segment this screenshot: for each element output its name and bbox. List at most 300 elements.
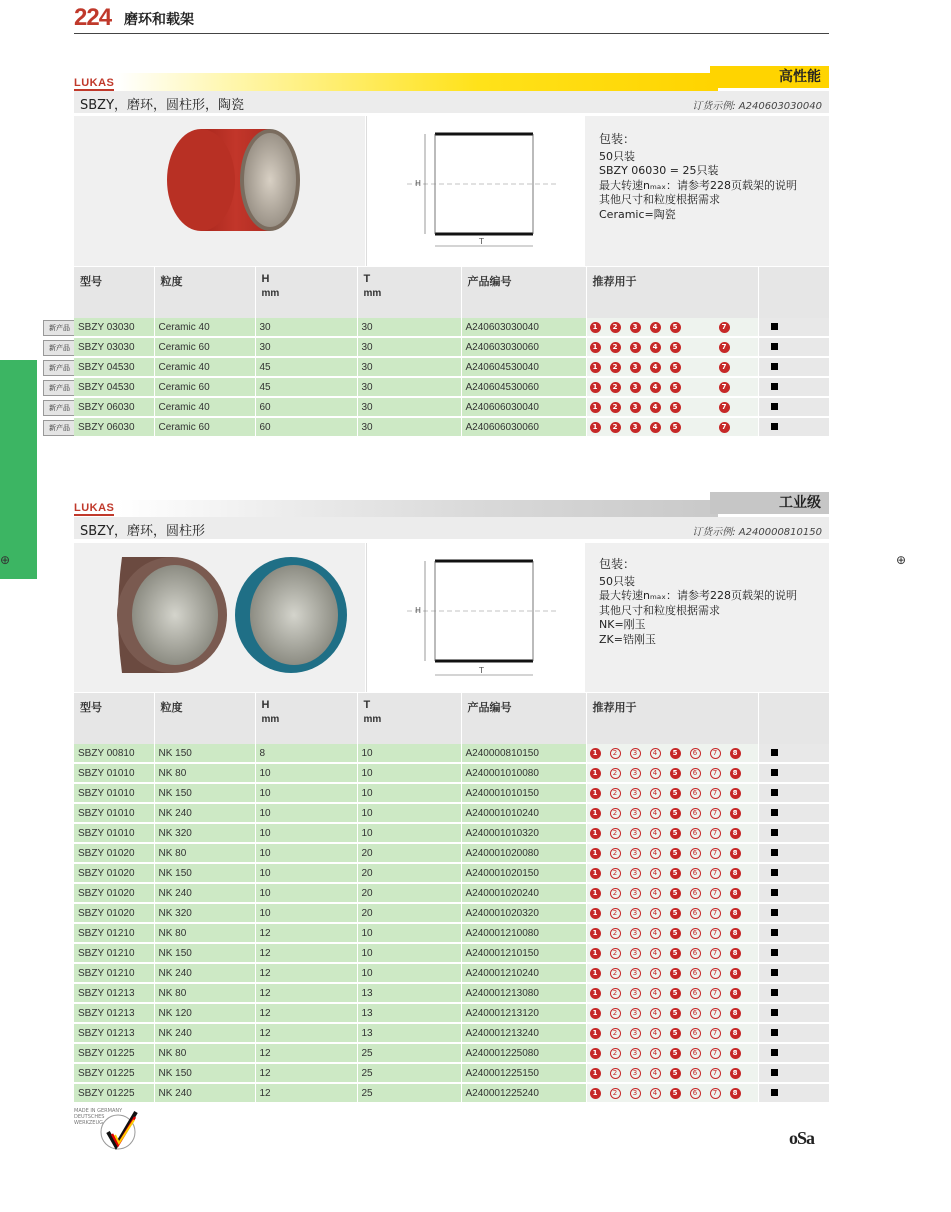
page-title: 磨环和载架 <box>124 12 194 28</box>
info-line: NK=刚玉 <box>599 618 646 631</box>
recommended-applications <box>586 1003 758 1023</box>
application-5-icon: 5 <box>670 908 681 919</box>
application-7-icon: 7 <box>710 748 721 759</box>
application-7-icon: 7 <box>710 928 721 939</box>
application-4-icon: 4 <box>650 422 661 433</box>
application-2-icon: 2 <box>610 988 621 999</box>
col-code: 产品编号 <box>461 693 586 744</box>
table-row: SBZY 06030 Ceramic 40 60 30 A240606030040 1 2 3 4 5 7 <box>74 397 829 417</box>
application-2-icon: 2 <box>610 382 621 393</box>
recommended-applications <box>586 903 758 923</box>
new-product-tag: 新产品 <box>43 320 76 336</box>
application-4-icon: 4 <box>650 888 661 899</box>
application-1-icon: 1 <box>590 848 601 859</box>
application-6-icon: 6 <box>690 1068 701 1079</box>
application-2-icon: 2 <box>610 1008 621 1019</box>
recommended-applications <box>586 397 758 417</box>
application-8-icon: 8 <box>730 988 741 999</box>
application-7-icon: 7 <box>710 868 721 879</box>
application-6-icon: 6 <box>690 928 701 939</box>
section1-order-example: 订货示例: A240603030040 <box>692 101 822 112</box>
application-4-icon: 4 <box>650 1068 661 1079</box>
stock-marker <box>758 803 829 823</box>
recommended-applications <box>586 843 758 863</box>
application-1-icon: 1 <box>590 768 601 779</box>
application-2-icon: 2 <box>610 948 621 959</box>
stock-marker <box>758 983 829 1003</box>
application-5-icon: 5 <box>670 928 681 939</box>
square-icon <box>771 969 778 976</box>
table-row: SBZY 01010 NK 80 10 10 A240001010080 1 2 3 4 5 6 7 8 <box>74 763 829 783</box>
t-dimension-label: T <box>479 666 484 675</box>
stock-marker <box>758 337 829 357</box>
table-row: SBZY 01225 NK 80 12 25 A240001225080 1 2 3 4 5 6 7 8 <box>74 1043 829 1063</box>
application-7-icon: 7 <box>710 1008 721 1019</box>
application-8-icon: 8 <box>730 848 741 859</box>
application-7-icon: 7 <box>710 1088 721 1099</box>
application-5-icon: 5 <box>670 1048 681 1059</box>
application-1-icon: 1 <box>590 342 601 353</box>
application-8-icon: 8 <box>730 868 741 879</box>
square-icon <box>771 1049 778 1056</box>
application-4-icon: 4 <box>650 322 661 333</box>
application-7-icon: 7 <box>710 908 721 919</box>
application-8-icon: 8 <box>730 1008 741 1019</box>
application-2-icon: 2 <box>610 402 621 413</box>
application-5-icon: 5 <box>670 748 681 759</box>
new-product-tag: 新产品 <box>43 380 76 396</box>
application-1-icon: 1 <box>590 1068 601 1079</box>
application-7-icon: 7 <box>710 948 721 959</box>
stock-marker <box>758 923 829 943</box>
col-model: 型号 <box>74 693 154 744</box>
application-8-icon: 8 <box>730 788 741 799</box>
col-h: H mm <box>255 693 357 744</box>
stock-marker <box>758 783 829 803</box>
application-1-icon: 1 <box>590 382 601 393</box>
application-8-icon: 8 <box>730 808 741 819</box>
osa-certification-mark: oSa <box>789 1128 815 1148</box>
application-6-icon: 6 <box>690 1088 701 1099</box>
application-4-icon: 4 <box>650 868 661 879</box>
new-product-tag: 新产品 <box>43 420 76 436</box>
chapter-tab <box>0 360 37 579</box>
application-5-icon: 5 <box>670 768 681 779</box>
stock-marker <box>758 883 829 903</box>
application-3-icon: 3 <box>630 422 641 433</box>
application-5-icon: 5 <box>670 1068 681 1079</box>
application-7-icon: 7 <box>710 788 721 799</box>
table-row: SBZY 01020 NK 80 10 20 A240001020080 1 2 3 4 5 6 7 8 <box>74 843 829 863</box>
application-3-icon: 3 <box>630 768 641 779</box>
section2-info-panel <box>585 543 829 692</box>
col-code: 产品编号 <box>461 267 586 318</box>
table-header-row <box>74 693 829 744</box>
application-3-icon: 3 <box>630 868 641 879</box>
application-3-icon: 3 <box>630 788 641 799</box>
application-5-icon: 5 <box>670 948 681 959</box>
registration-mark-left: ⊕ <box>0 553 11 567</box>
section1-product-image <box>74 116 365 266</box>
application-6-icon: 6 <box>690 848 701 859</box>
application-4-icon: 4 <box>650 788 661 799</box>
application-1-icon: 1 <box>590 748 601 759</box>
application-4-icon: 4 <box>650 948 661 959</box>
application-1-icon: 1 <box>590 868 601 879</box>
t-dimension-label: T <box>479 237 484 246</box>
application-1-icon: 1 <box>590 908 601 919</box>
table-row: SBZY 01020 NK 240 10 20 A240001020240 1 2 3 4 5 6 7 8 <box>74 883 829 903</box>
section1-spec-table <box>74 267 830 438</box>
table-header-row <box>74 267 829 318</box>
square-icon <box>771 789 778 796</box>
german-flag-check-icon <box>100 1108 142 1152</box>
application-1-icon: 1 <box>590 1028 601 1039</box>
application-3-icon: 3 <box>630 748 641 759</box>
square-icon <box>771 909 778 916</box>
application-7-icon: 7 <box>710 808 721 819</box>
col-t: T mm <box>357 693 461 744</box>
info-line: 50只装 <box>599 149 635 163</box>
table-row: SBZY 00810 NK 150 8 10 A240000810150 1 2 3 4 5 6 7 8 <box>74 744 829 763</box>
square-icon <box>771 769 778 776</box>
application-5-icon: 5 <box>670 1028 681 1039</box>
stock-marker <box>758 763 829 783</box>
application-3-icon: 3 <box>630 1028 641 1039</box>
application-8-icon: 8 <box>730 748 741 759</box>
application-2-icon: 2 <box>610 748 621 759</box>
application-5-icon: 5 <box>670 988 681 999</box>
table-row: SBZY 01010 NK 240 10 10 A240001010240 1 2 3 4 5 6 7 8 <box>74 803 829 823</box>
application-3-icon: 3 <box>630 1008 641 1019</box>
recommended-applications <box>586 417 758 437</box>
application-5-icon: 5 <box>670 808 681 819</box>
recommended-applications <box>586 1023 758 1043</box>
application-7-icon: 7 <box>710 1028 721 1039</box>
stock-marker <box>758 357 829 377</box>
application-3-icon: 3 <box>630 948 641 959</box>
application-2-icon: 2 <box>610 1088 621 1099</box>
application-5-icon: 5 <box>670 868 681 879</box>
application-8-icon: 8 <box>730 928 741 939</box>
application-8-icon: 8 <box>730 1028 741 1039</box>
made-in-germany-mark: MADE IN GERMANY DEUTSCHES WERKZEUG <box>74 1108 123 1126</box>
application-4-icon: 4 <box>650 848 661 859</box>
application-7-icon: 7 <box>719 362 730 373</box>
section2-dimension-drawing <box>366 543 586 692</box>
application-1-icon: 1 <box>590 948 601 959</box>
application-5-icon: 5 <box>670 848 681 859</box>
info-line: ZK=锆刚玉 <box>599 632 656 646</box>
info-line: SBZY 06030 = 25只装 <box>599 164 719 177</box>
section2-spec-table <box>74 693 830 1104</box>
table-row: SBZY 04530 Ceramic 60 45 30 A240604530060 1 2 3 4 5 7 <box>74 377 829 397</box>
application-3-icon: 3 <box>630 928 641 939</box>
application-2-icon: 2 <box>610 808 621 819</box>
table-row: SBZY 01213 NK 120 12 13 A240001213120 1 2 3 4 5 6 7 8 <box>74 1003 829 1023</box>
info-line: 最大转速nₘₐₓ：请参考228页载架的说明 <box>599 178 798 192</box>
application-3-icon: 3 <box>630 1068 641 1079</box>
application-1-icon: 1 <box>590 402 601 413</box>
application-7-icon: 7 <box>710 1068 721 1079</box>
h-dimension-label: H <box>415 179 422 188</box>
table-row: SBZY 03030 Ceramic 60 30 30 A240603030060 1 2 3 4 5 7 <box>74 337 829 357</box>
table-row: SBZY 01010 NK 150 10 10 A240001010150 1 2 3 4 5 6 7 8 <box>74 783 829 803</box>
stock-marker <box>758 1003 829 1023</box>
application-5-icon: 5 <box>670 362 681 373</box>
application-6-icon: 6 <box>690 888 701 899</box>
application-2-icon: 2 <box>610 888 621 899</box>
application-2-icon: 2 <box>610 828 621 839</box>
new-product-tag: 新产品 <box>43 400 76 416</box>
application-3-icon: 3 <box>630 342 641 353</box>
application-7-icon: 7 <box>710 768 721 779</box>
square-icon <box>771 749 778 756</box>
application-3-icon: 3 <box>630 402 641 413</box>
application-4-icon: 4 <box>650 908 661 919</box>
brand-logo: LUKAS <box>74 502 115 514</box>
application-4-icon: 4 <box>650 808 661 819</box>
application-3-icon: 3 <box>630 808 641 819</box>
table-row: SBZY 01210 NK 240 12 10 A240001210240 1 2 3 4 5 6 7 8 <box>74 963 829 983</box>
application-6-icon: 6 <box>690 808 701 819</box>
square-icon <box>771 929 778 936</box>
section2-badge: 工业级 <box>710 492 829 514</box>
application-7-icon: 7 <box>719 322 730 333</box>
table-row: SBZY 01225 NK 150 12 25 A240001225150 1 2 3 4 5 6 7 8 <box>74 1063 829 1083</box>
table-row: SBZY 03030 Ceramic 40 30 30 A240603030040 1 2 3 4 5 7 <box>74 318 829 337</box>
application-5-icon: 5 <box>670 1088 681 1099</box>
application-5-icon: 5 <box>670 382 681 393</box>
application-8-icon: 8 <box>730 968 741 979</box>
square-icon <box>771 423 778 430</box>
application-2-icon: 2 <box>610 968 621 979</box>
application-3-icon: 3 <box>630 1048 641 1059</box>
application-7-icon: 7 <box>719 382 730 393</box>
application-1-icon: 1 <box>590 1008 601 1019</box>
ceramic-ring-image <box>74 116 365 266</box>
application-2-icon: 2 <box>610 1068 621 1079</box>
application-2-icon: 2 <box>610 868 621 879</box>
section1-info-panel <box>585 116 829 266</box>
info-line: 其他尺寸和粒度根据需求 <box>599 603 720 617</box>
square-icon <box>771 889 778 896</box>
application-3-icon: 3 <box>630 382 641 393</box>
header-rule <box>74 33 829 34</box>
application-4-icon: 4 <box>650 828 661 839</box>
brand-logo: LUKAS <box>74 77 115 89</box>
application-2-icon: 2 <box>610 1028 621 1039</box>
col-mark <box>758 693 829 744</box>
packaging-heading: 包装： <box>599 557 636 571</box>
application-3-icon: 3 <box>630 848 641 859</box>
application-5-icon: 5 <box>670 422 681 433</box>
stock-marker <box>758 1023 829 1043</box>
application-1-icon: 1 <box>590 888 601 899</box>
section2-order-example: 订货示例: A240000810150 <box>692 527 822 538</box>
stock-marker <box>758 843 829 863</box>
application-1-icon: 1 <box>590 828 601 839</box>
recommended-applications <box>586 763 758 783</box>
table-row: SBZY 06030 Ceramic 60 60 30 A240606030060 1 2 3 4 5 7 <box>74 417 829 437</box>
application-4-icon: 4 <box>650 1088 661 1099</box>
stock-marker <box>758 397 829 417</box>
application-6-icon: 6 <box>690 868 701 879</box>
recommended-applications <box>586 1083 758 1103</box>
application-3-icon: 3 <box>630 888 641 899</box>
square-icon <box>771 869 778 876</box>
application-7-icon: 7 <box>710 828 721 839</box>
stock-marker <box>758 903 829 923</box>
application-1-icon: 1 <box>590 788 601 799</box>
application-8-icon: 8 <box>730 908 741 919</box>
application-8-icon: 8 <box>730 1048 741 1059</box>
application-6-icon: 6 <box>690 908 701 919</box>
stock-marker <box>758 863 829 883</box>
application-6-icon: 6 <box>690 748 701 759</box>
application-8-icon: 8 <box>730 828 741 839</box>
application-6-icon: 6 <box>690 1048 701 1059</box>
application-4-icon: 4 <box>650 968 661 979</box>
application-1-icon: 1 <box>590 1088 601 1099</box>
recommended-applications <box>586 377 758 397</box>
recommended-applications <box>586 357 758 377</box>
application-8-icon: 8 <box>730 888 741 899</box>
recommended-applications <box>586 963 758 983</box>
application-1-icon: 1 <box>590 322 601 333</box>
nk-zk-ring-images <box>74 543 365 692</box>
application-4-icon: 4 <box>650 382 661 393</box>
application-5-icon: 5 <box>670 968 681 979</box>
application-2-icon: 2 <box>610 908 621 919</box>
section1-dimension-drawing <box>366 116 586 266</box>
table-row: SBZY 04530 Ceramic 40 45 30 A240604530040 1 2 3 4 5 7 <box>74 357 829 377</box>
application-5-icon: 5 <box>670 342 681 353</box>
section1-badge: 高性能 <box>710 66 829 88</box>
h-dimension-label: H <box>415 606 422 615</box>
application-7-icon: 7 <box>719 422 730 433</box>
application-4-icon: 4 <box>650 928 661 939</box>
application-5-icon: 5 <box>670 788 681 799</box>
application-8-icon: 8 <box>730 1088 741 1099</box>
square-icon <box>771 1069 778 1076</box>
table-row: SBZY 01020 NK 150 10 20 A240001020150 1 2 3 4 5 6 7 8 <box>74 863 829 883</box>
table-row: SBZY 01225 NK 240 12 25 A240001225240 1 2 3 4 5 6 7 8 <box>74 1083 829 1103</box>
application-1-icon: 1 <box>590 988 601 999</box>
section2-product-image <box>74 543 365 692</box>
col-grit: 粒度 <box>154 693 255 744</box>
stock-marker <box>758 417 829 437</box>
recommended-applications <box>586 803 758 823</box>
recommended-applications <box>586 823 758 843</box>
application-7-icon: 7 <box>710 1048 721 1059</box>
application-6-icon: 6 <box>690 988 701 999</box>
application-4-icon: 4 <box>650 768 661 779</box>
application-6-icon: 6 <box>690 1008 701 1019</box>
square-icon <box>771 403 778 410</box>
application-4-icon: 4 <box>650 402 661 413</box>
application-2-icon: 2 <box>610 788 621 799</box>
application-2-icon: 2 <box>610 342 621 353</box>
square-icon <box>771 1009 778 1016</box>
recommended-applications <box>586 863 758 883</box>
table-row: SBZY 01010 NK 320 10 10 A240001010320 1 2 3 4 5 6 7 8 <box>74 823 829 843</box>
recommended-applications <box>586 783 758 803</box>
application-5-icon: 5 <box>670 828 681 839</box>
application-1-icon: 1 <box>590 968 601 979</box>
table-row: SBZY 01210 NK 150 12 10 A240001210150 1 2 3 4 5 6 7 8 <box>74 943 829 963</box>
application-6-icon: 6 <box>690 828 701 839</box>
application-5-icon: 5 <box>670 322 681 333</box>
application-7-icon: 7 <box>710 888 721 899</box>
application-4-icon: 4 <box>650 988 661 999</box>
application-2-icon: 2 <box>610 322 621 333</box>
table-row: SBZY 01020 NK 320 10 20 A240001020320 1 2 3 4 5 6 7 8 <box>74 903 829 923</box>
col-t: T mm <box>357 267 461 318</box>
recommended-applications <box>586 1043 758 1063</box>
section1-title: SBZY，磨环，圆柱形，陶瓷 <box>80 98 245 113</box>
square-icon <box>771 829 778 836</box>
col-h: H mm <box>255 267 357 318</box>
application-5-icon: 5 <box>670 402 681 413</box>
table-row: SBZY 01213 NK 240 12 13 A240001213240 1 2 3 4 5 6 7 8 <box>74 1023 829 1043</box>
application-2-icon: 2 <box>610 362 621 373</box>
recommended-applications <box>586 923 758 943</box>
recommended-applications <box>586 943 758 963</box>
packaging-heading: 包装： <box>599 132 636 146</box>
application-4-icon: 4 <box>650 1028 661 1039</box>
page-number: 224 <box>74 4 112 31</box>
application-5-icon: 5 <box>670 1008 681 1019</box>
application-1-icon: 1 <box>590 808 601 819</box>
square-icon <box>771 1029 778 1036</box>
application-4-icon: 4 <box>650 748 661 759</box>
application-3-icon: 3 <box>630 322 641 333</box>
col-recommended: 推荐用于 <box>586 267 758 318</box>
section1-band <box>118 73 718 91</box>
application-5-icon: 5 <box>670 888 681 899</box>
square-icon <box>771 949 778 956</box>
square-icon <box>771 849 778 856</box>
col-recommended: 推荐用于 <box>586 693 758 744</box>
application-7-icon: 7 <box>710 988 721 999</box>
application-6-icon: 6 <box>690 968 701 979</box>
info-line: 其他尺寸和粒度根据需求 <box>599 193 720 206</box>
application-8-icon: 8 <box>730 768 741 779</box>
application-1-icon: 1 <box>590 928 601 939</box>
stock-marker <box>758 963 829 983</box>
application-2-icon: 2 <box>610 1048 621 1059</box>
application-6-icon: 6 <box>690 768 701 779</box>
square-icon <box>771 343 778 350</box>
application-1-icon: 1 <box>590 1048 601 1059</box>
application-1-icon: 1 <box>590 422 601 433</box>
stock-marker <box>758 823 829 843</box>
application-1-icon: 1 <box>590 362 601 373</box>
recommended-applications <box>586 983 758 1003</box>
recommended-applications <box>586 318 758 337</box>
application-7-icon: 7 <box>710 968 721 979</box>
stock-marker <box>758 744 829 763</box>
recommended-applications <box>586 744 758 763</box>
application-3-icon: 3 <box>630 1088 641 1099</box>
application-4-icon: 4 <box>650 1008 661 1019</box>
col-grit: 粒度 <box>154 267 255 318</box>
recommended-applications <box>586 1063 758 1083</box>
application-2-icon: 2 <box>610 768 621 779</box>
application-8-icon: 8 <box>730 948 741 959</box>
recommended-applications <box>586 337 758 357</box>
